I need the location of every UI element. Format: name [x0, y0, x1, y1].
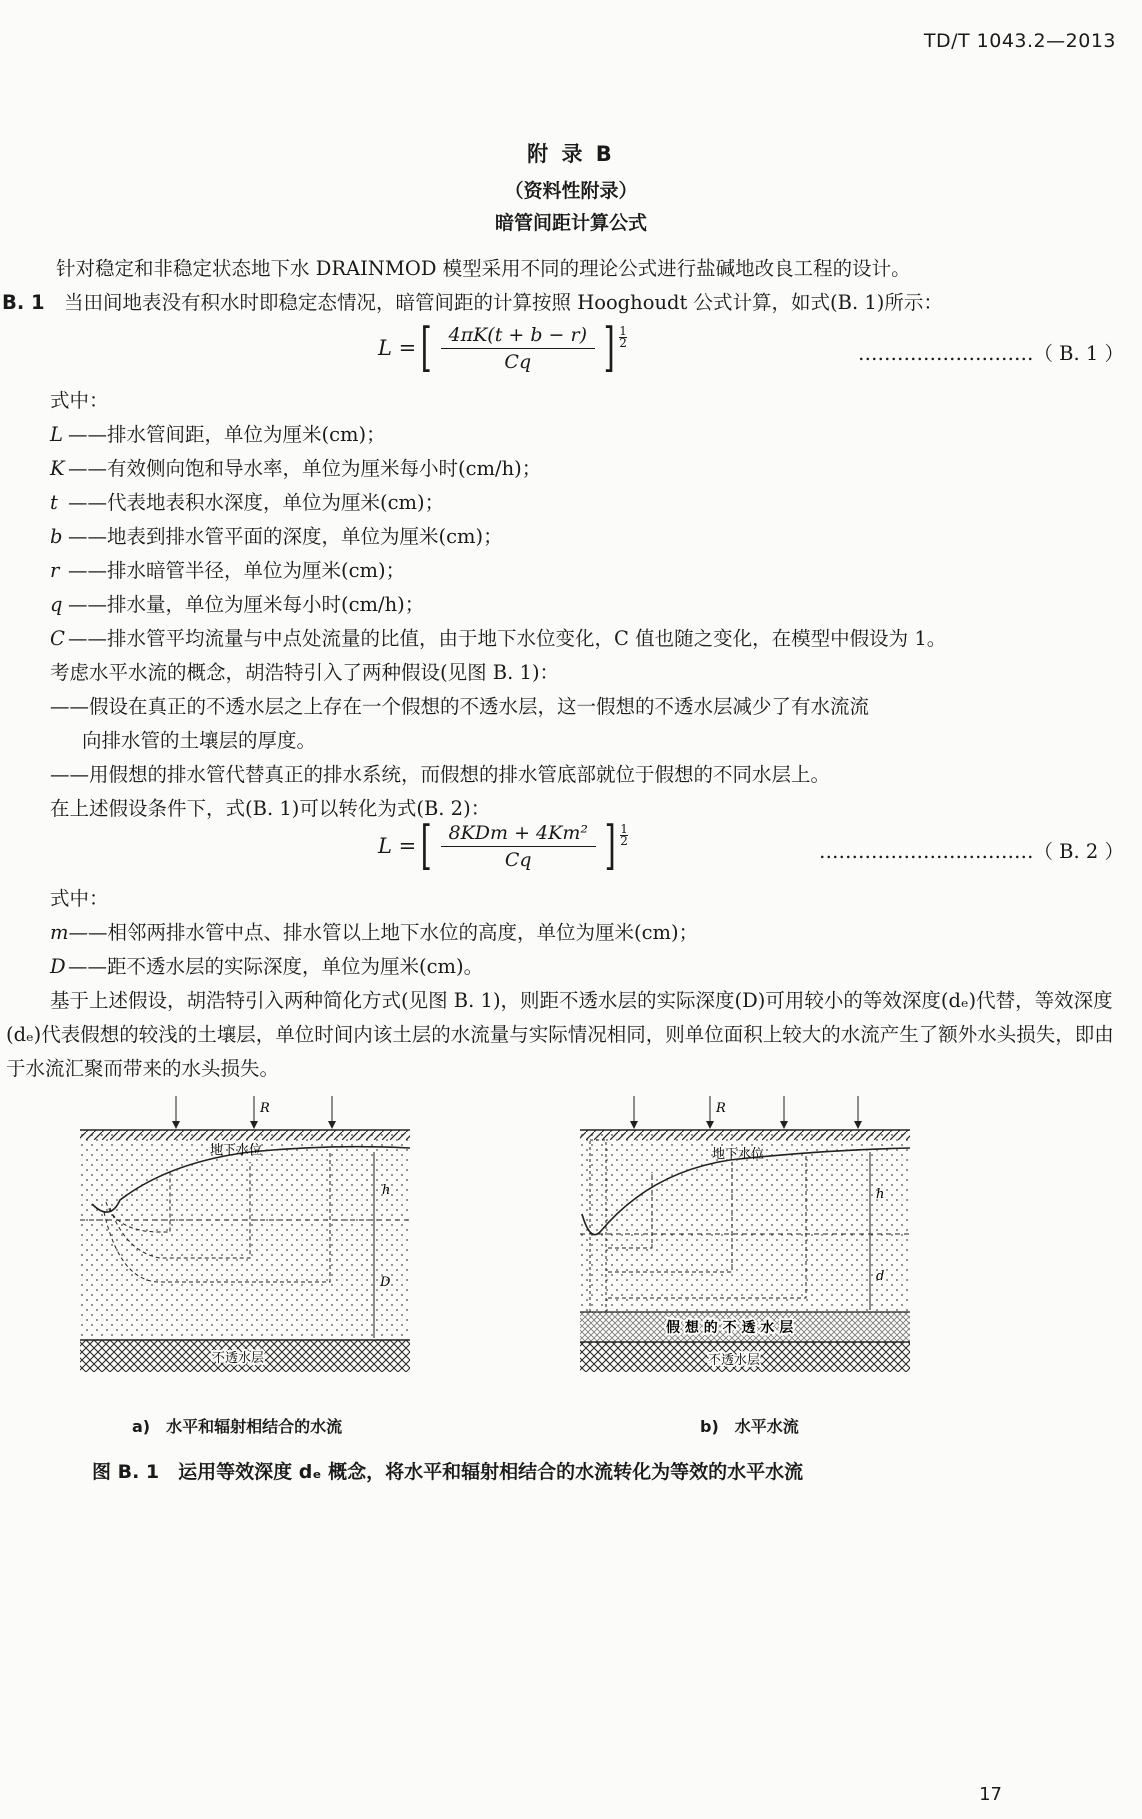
variable-symbol: q	[50, 593, 63, 616]
figure-caption: 图 B. 1 运用等效深度 dₑ 概念，将水平和辐射相结合的水流转化为等效的水平水流	[92, 1461, 804, 1483]
h-label: h	[876, 1187, 885, 1202]
variable-item	[50, 622, 946, 656]
figure-a-diagram	[70, 1092, 420, 1382]
water-table-label: 地下水位	[712, 1147, 765, 1162]
variable-description: ——距不透水层的实际深度，单位为厘米(cm)。	[68, 955, 484, 978]
eq2-fraction	[441, 822, 596, 871]
imaginary-layer-label: 假 想 的 不 透 水 层	[666, 1320, 794, 1336]
variable-item	[50, 950, 698, 984]
D-label: D	[380, 1275, 391, 1290]
eq2-exponent	[620, 824, 628, 847]
eq1-exp-den: 2	[619, 336, 627, 350]
equation-b1	[378, 318, 627, 378]
h-label: h	[382, 1183, 391, 1198]
assumption-1: ——假设在真正的不透水层之上存在一个假想的不透水层，这一假想的不透水层减少了有水流流	[50, 695, 870, 718]
variable-description: ——排水管间距，单位为厘米(cm)；	[68, 423, 386, 446]
variable-symbol: b	[50, 525, 63, 548]
impermeable-label: 不透水层	[708, 1353, 761, 1368]
eq1-lhs: L =	[378, 336, 417, 360]
appendix-type: （资料性附录）	[504, 180, 638, 202]
variable-description: ——地表到排水管平面的深度，单位为厘米(cm)；	[68, 525, 503, 548]
eq1-exponent	[619, 326, 627, 349]
eq2-exp-num: 1	[620, 822, 628, 836]
variable-item	[50, 916, 698, 950]
figure-b-caption: b) 水平水流	[700, 1417, 799, 1436]
where-label-1: 式中：	[50, 389, 109, 412]
variable-item	[50, 520, 946, 554]
variable-description: ——相邻两排水管中点、排水管以上地下水位的高度，单位为厘米(cm)；	[68, 921, 699, 944]
appendix-title: 附 录 B	[527, 142, 615, 166]
clause-b1-text: 当田间地表没有积水时即稳定态情况，暗管间距的计算按照 Hooghoudt 公式计算，如式(B. 1)所示：	[64, 291, 943, 314]
water-table-label: 地下水位	[210, 1143, 263, 1158]
figure-b-diagram	[570, 1092, 920, 1382]
eq2-exp-den: 2	[620, 834, 628, 848]
variable-symbol: C	[50, 627, 65, 650]
variable-item	[50, 588, 946, 622]
clause-b1-label: B. 1	[2, 291, 45, 314]
eq2-lhs: L =	[378, 834, 417, 858]
page-number: 17	[979, 1784, 1002, 1805]
ground-surface	[580, 1130, 910, 1140]
variable-description: ——排水管平均流量与中点处流量的比值，由于地下水位变化，C 值也随之变化，在模型中假设为 1。	[68, 627, 947, 650]
variable-symbol: K	[50, 457, 65, 480]
assumption-2: ——用假想的排水管代替真正的排水系统，而假想的排水管底部就位于假想的不同水层上。	[50, 763, 831, 786]
eq2-denominator: Cq	[504, 848, 532, 871]
standard-number: TD/T 1043.2—2013	[923, 30, 1116, 52]
eq1-numerator: 4πK(t + b − r)	[441, 324, 595, 349]
transform-text: 在上述假设条件下，式(B. 1)可以转化为式(B. 2)：	[50, 797, 491, 820]
appendix-subtitle: 暗管间距计算公式	[494, 212, 647, 234]
variable-symbol: D	[50, 955, 66, 978]
eq2-right-bracket: ]	[604, 816, 616, 876]
eq1-exp-num: 1	[619, 324, 627, 338]
concept-text: 考虑水平水流的概念，胡浩特引入了两种假设(见图 B. 1)：	[50, 661, 560, 684]
variable-item	[50, 486, 946, 520]
variable-description: ——排水暗管半径，单位为厘米(cm)；	[68, 559, 406, 582]
variable-list-2	[50, 916, 698, 984]
rain-label: R	[716, 1101, 726, 1116]
closing-paragraph: 基于上述假设，胡浩特引入两种简化方式(见图 B. 1)，则距不透水层的实际深度(D)可用较小的等效深度(dₑ)代替，等效深度(dₑ)代表假想的较浅的土壤层，单位时间内该土层的水流量与实际情况相同，则单位面积上较大的水流产生了额外水头损失，即由于水流汇聚而带来的水头损失。	[6, 989, 1114, 1080]
eq2-left-bracket: [	[420, 816, 432, 876]
variable-symbol: m	[50, 921, 69, 944]
equation-b2-number: ……………………………（ B. 2 ）	[818, 840, 1124, 863]
assumption-1-cont: 向排水管的土壤层的厚度。	[82, 729, 317, 752]
impermeable-label: 不透水层	[212, 1351, 265, 1366]
variable-symbol: t	[50, 491, 58, 514]
eq1-right-bracket: ]	[603, 318, 615, 378]
eq2-numerator: 8KDm + 4Km²	[441, 822, 596, 847]
eq1-denominator: Cq	[504, 350, 532, 373]
where-label-2: 式中：	[50, 887, 109, 910]
variable-symbol: r	[50, 559, 60, 582]
figure-a-caption: a) 水平和辐射相结合的水流	[132, 1417, 343, 1436]
rain-label: R	[260, 1101, 270, 1116]
ground-surface	[80, 1130, 410, 1140]
d-label: d	[876, 1269, 885, 1284]
variable-description: ——代表地表积水深度，单位为厘米(cm)；	[68, 491, 445, 514]
equation-b1-number: ………………………（ B. 1 ）	[857, 342, 1124, 365]
variable-list-1	[50, 418, 946, 656]
eq1-fraction	[441, 324, 595, 373]
variable-item	[50, 452, 946, 486]
soil-area	[80, 1134, 410, 1344]
variable-description: ——有效侧向饱和导水率，单位为厘米每小时(cm/h)；	[68, 457, 542, 480]
variable-symbol: L	[50, 423, 63, 446]
variable-description: ——排水量，单位为厘米每小时(cm/h)；	[68, 593, 425, 616]
equation-b2	[378, 816, 628, 876]
variable-item	[50, 554, 946, 588]
intro-paragraph: 针对稳定和非稳定状态地下水 DRAINMOD 模型采用不同的理论公式进行盐碱地改良工程的设计。	[56, 257, 911, 280]
variable-item	[50, 418, 946, 452]
eq1-left-bracket: [	[420, 318, 432, 378]
